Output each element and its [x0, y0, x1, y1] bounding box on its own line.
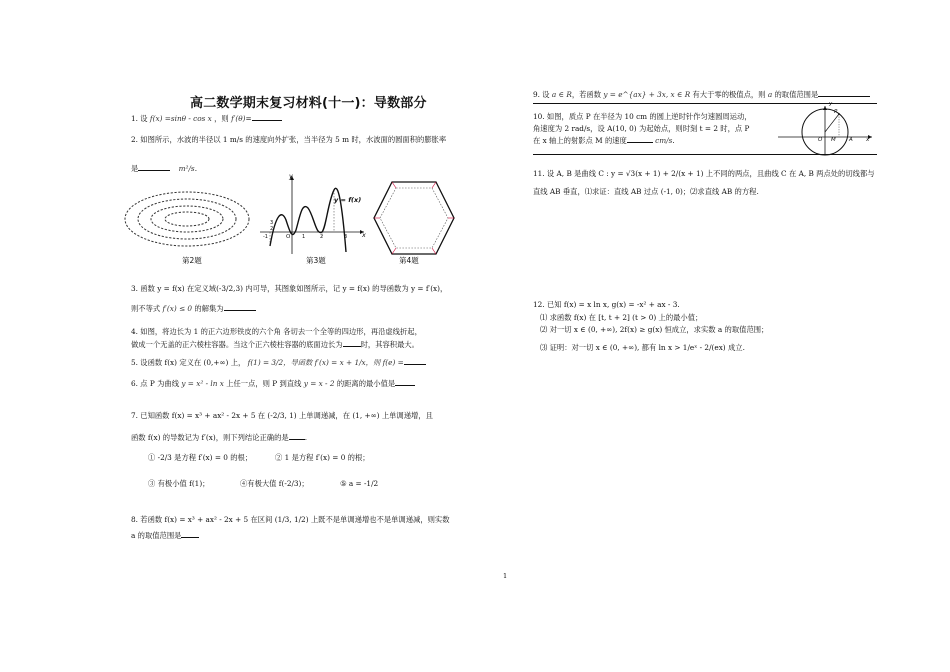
- question-5: 5. 设函数 f(x) 定义在 (0,+∞) 上， f(1) = 3/2，导函数 f′(x) = x + 1/x，则 f(e) =: [131, 357, 426, 368]
- hexagon-figure: [372, 180, 456, 256]
- question-7-option-1: ① -2/3 是方程 f′(x) = 0 的根；: [148, 453, 253, 462]
- question-7-option-4: ④有极大值 f(-2/3)；: [240, 479, 309, 488]
- question-9: 9. 设 a ∈ R，若函数 y = e^{ax} + 3x, x ∈ R 有大于零的极值点，则 a 的取值范围是: [533, 89, 870, 100]
- answer-blank[interactable]: [138, 163, 170, 171]
- question-8-line2: a 的取值范围是: [131, 530, 199, 541]
- question-7-option-5: ⑤ a = -1/2: [340, 479, 379, 488]
- question-6: 6. 点 P 为曲线 y = x² - ln x 上任一点，则 P 到直线 y = x - 2 的距离的最小值是: [131, 378, 415, 389]
- answer-blank[interactable]: [181, 530, 199, 538]
- question-11-line2: 直线 AB 垂直，⑴求证：直线 AB 过点 (-1, 0)；⑵求直线 AB 的方程.: [533, 187, 759, 196]
- function-graph-figure: [256, 172, 368, 256]
- question-7-option-3: ③ 有极小值 f(1)；: [148, 479, 210, 488]
- question-7-option-2: ② 1 是方程 f′(x) = 0 的根；: [275, 453, 370, 462]
- caption-fig4: 第4题: [399, 256, 419, 265]
- question-10-line3: 在 x 轴上的射影点 M 的速度 cm/s.: [533, 136, 675, 145]
- answer-blank[interactable]: [343, 339, 361, 347]
- caption-fig2: 第2题: [182, 256, 202, 265]
- question-7-line2: 函数 f(x) 的导数记为 f′(x)，则下列结论正确的是 .: [131, 433, 308, 442]
- question-3: 3. 函数 y = f(x) 在定义域(-3/2,3) 内可导，其图象如图所示，记 y = f(x) 的导函数为 y = f′(x)，: [131, 284, 448, 293]
- answer-blank[interactable]: [627, 135, 653, 143]
- question-12-part2: ⑵ 对一切 x ∈ (0, +∞), 2f(x) ≥ g(x) 恒成立，求实数 a 的取值范围；: [540, 325, 769, 334]
- page-number: 1: [503, 572, 508, 580]
- question-3-line2: 则不等式 f′(x) ≤ 0 的解集为: [131, 303, 256, 314]
- question-12-part3: ⑶ 证明：对一切 x ∈ (0, +∞), 都有 ln x > 1/eˣ - 2/(ex) 成立.: [540, 343, 745, 352]
- question-2-line2: 是 m²/s.: [131, 164, 198, 173]
- answer-blank[interactable]: [252, 113, 282, 121]
- question-10: 10. 如图，质点 P 在半径为 10 cm 的圆上逆时针作匀速圆周运动，: [533, 112, 752, 121]
- question-11: 11. 设 A, B 是曲线 C : y = √3(x + 1) + 2/(x + 1) 上不同的两点，且曲线 C 在 A, B 两点处的切线都与: [533, 169, 875, 178]
- caption-fig3: 第3题: [306, 256, 326, 265]
- water-ripple-figure: [122, 188, 252, 250]
- question-4: 4. 如图，将边长为 1 的正六边形铁皮的六个角 各切去一个全等的四边形，再沿虚线折起，: [131, 327, 422, 336]
- question-10-line2: 角速度为 2 rad/s，设 A(10, 0) 为起始点，则时刻 t = 2 时，点 P: [533, 124, 750, 133]
- answer-blank[interactable]: [404, 357, 426, 365]
- exam-page: 高二数学期末复习材料(十一)：导数部分 1. 设 f(x) =sinθ - cos x ，则 f′(θ)= 2. 如图所示，水波的半径以 1 m/s 的速度向外扩张，当半径为 5 m 时，水波面的圆面积的膨胀率 是 m²/s. 第2题 y x y = f(x) O 3 2 -1 1 2 3 第3题 第4题 3. 函数 y = f(x) 在定义域(-3/2,3) 内可导，其图象如图所示，记 y = f(x) 的导函数为 y = f′(x)， 则不等式 f′(x) ≤ 0 的解集为 4. 如图，将边长为 1 的正六边形铁皮的六个角 各切去一个全等的四边形，再沿虚线折起， 做成一个无盖的正六棱柱容器。当这个正六棱柱容器的底面边长为 时，其容积最大。 5. 设函数 f(x) 定义在 (0,+∞) 上， f(1) = 3/2，导函数 f′(x) = x + 1/x，则 f(e) = 6. 点 P 为曲线 y = x² - ln x 上任一点，则 P 到直线 y = x - 2 的距离的最小值是 7. 已知函数 f(x) = x³ + ax² - 2x + 5 在 (-2/3, 1) 上单调递减，在 (1, +∞) 上单调递增，且 函数 f(x) 的导数记为 f′(x)，则下列结论正确的是 . ① -2/3 是方程 f′(x) = 0 的根； ② 1 是方程 f′(x) = 0 的根； ③ 有极小值 f(1)； ④有极大值 f(-2/3)； ⑤ a = -1/2 8. 若函数 f(x) = x³ + ax² - 2x + 5 在区间 (1/3, 1/2) 上既不是单调递增也不是单调递减，则实数 a 的取值范围是 9. 设 a ∈ R，若函数 y = e^{ax} + 3x, x ∈ R 有大于零的极值点，则 a 的取值范围是 10. 如图，质点 P 在半径为 10 cm 的圆上逆时针作匀速圆周运动， 角速度为 2 rad/s，设 A(10, 0) 为起始点，则时刻 t = 2 时，点 P 在 x 轴上的射影点 M 的速度 cm/s. P O M A x y 11. 设 A, B 是曲线 C : y = √3(x + 1) + 2/(x + 1) 上不同的两点，且曲线 C 在 A, B 两点处的切线都与 直线 AB 垂直，⑴求证：直线 AB 过点 (-1, 0)；⑵求直线 AB 的方程. 12. 已知 f(x) = x ln x, g(x) = -x² + ax - 3. ⑴ 求函数 f(x) 在 [t, t + 2] (t > 0) 上的最小值； ⑵ 对一切 x ∈ (0, +∞), 2f(x) ≥ g(x) 恒成立，求实数 a 的取值范围； ⑶ 证明：对一切 x ∈ (0, +∞), 都有 ln x > 1/eˣ - 2/(ex) 成立. 1: [0, 0, 950, 672]
- question-1: 1. 设 f(x) =sinθ - cos x ，则 f′(θ)=: [131, 113, 282, 124]
- graph-label: y = f(x): [334, 196, 362, 204]
- question-7: 7. 已知函数 f(x) = x³ + ax² - 2x + 5 在 (-2/3, 1) 上单调递减，在 (1, +∞) 上单调递增，且: [131, 411, 433, 420]
- question-12-part1: ⑴ 求函数 f(x) 在 [t, t + 2] (t > 0) 上的最小值；: [540, 313, 703, 322]
- separator: [533, 154, 877, 155]
- question-8: 8. 若函数 f(x) = x³ + ax² - 2x + 5 在区间 (1/3, 1/2) 上既不是单调递增也不是单调递减，则实数: [131, 515, 450, 524]
- answer-blank[interactable]: [395, 378, 415, 386]
- circle-motion-figure: [776, 104, 874, 156]
- question-2: 2. 如图所示，水波的半径以 1 m/s 的速度向外扩张，当半径为 5 m 时，水波面的圆面积的膨胀率: [131, 135, 447, 144]
- answer-blank[interactable]: [224, 303, 256, 311]
- question-4-line2: 做成一个无盖的正六棱柱容器。当这个正六棱柱容器的底面边长为 时，其容积最大。: [131, 340, 419, 349]
- question-12: 12. 已知 f(x) = x ln x, g(x) = -x² + ax - 3.: [533, 300, 680, 309]
- answer-blank[interactable]: [289, 432, 305, 440]
- page-title: 高二数学期末复习材料(十一)：导数部分: [190, 96, 427, 111]
- answer-blank[interactable]: [818, 89, 870, 97]
